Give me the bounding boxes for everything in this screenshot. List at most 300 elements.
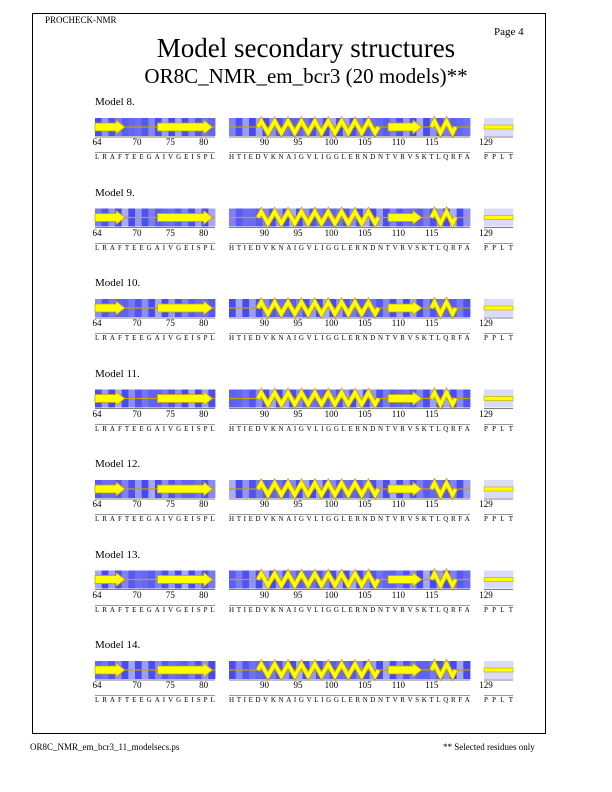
sequence-text (484, 695, 513, 704)
residue-letter: L (95, 334, 100, 342)
residue-letter: G (298, 424, 304, 433)
residue-letter: F (117, 424, 122, 433)
residue-letter: D (255, 515, 261, 523)
residue-letter: Q (443, 696, 449, 704)
residue-letter: P (203, 334, 208, 342)
residue-letter: F (458, 153, 463, 161)
residue-letter: K (421, 334, 427, 342)
residue-letter: Q (443, 515, 449, 523)
residue-letter: E (132, 334, 137, 342)
residue-letter: R (400, 243, 405, 252)
tick-label: 80 (199, 318, 209, 328)
tick-label: 64 (92, 499, 102, 509)
residue-letter: A (464, 605, 470, 614)
residue-letter: H (229, 605, 235, 614)
tick-label: 110 (391, 318, 405, 328)
residue-letter: P (484, 696, 488, 704)
residue-letter: A (286, 334, 292, 342)
residue-letter: R (450, 424, 456, 433)
tick-label: 95 (293, 408, 303, 419)
residue-letter: V (306, 424, 312, 433)
tick-label: 70 (132, 318, 142, 328)
residue-letter: G (176, 243, 182, 252)
residue-letter: H (229, 334, 235, 342)
tick-label: 80 (199, 137, 209, 147)
residue-letter: T (508, 334, 513, 342)
tick-label: 90 (259, 680, 269, 690)
residue-letter: I (243, 424, 246, 433)
residue-letter: V (263, 605, 269, 614)
residue-letter: N (278, 605, 284, 614)
residue-letter: A (286, 243, 292, 252)
residue-letter: A (464, 243, 470, 252)
page-title: Model secondary structures (156, 33, 456, 63)
residue-letter: G (326, 696, 332, 704)
tick-label: 70 (132, 589, 142, 600)
residue-letter: T (236, 515, 241, 523)
residue-letter: E (184, 605, 189, 614)
residue-letter: E (184, 243, 189, 252)
residue-letter: V (306, 153, 312, 161)
residue-letter: V (263, 424, 269, 433)
tick-label: 100 (324, 318, 339, 328)
residue-letter: G (326, 334, 332, 342)
sequence-text (95, 695, 215, 704)
residue-letter: V (306, 696, 312, 704)
residue-letter: L (436, 605, 441, 614)
residue-letter: H (229, 243, 235, 252)
residue-letter: E (139, 334, 144, 342)
residue-letter: V (392, 424, 398, 433)
tick-label: 100 (324, 137, 339, 147)
residue-letter: L (314, 515, 319, 523)
residue-letter: A (109, 696, 115, 704)
residue-letter: L (341, 696, 346, 704)
residue-letter: T (508, 243, 513, 252)
residue-letter: I (191, 696, 194, 704)
residue-letter: N (377, 696, 384, 704)
residue-letter: T (236, 153, 241, 161)
tick-label: 80 (199, 408, 209, 419)
residue-letter: T (429, 696, 434, 704)
residue-letter: T (508, 605, 513, 614)
residue-letter: E (132, 515, 137, 523)
tick-label: 105 (358, 227, 372, 238)
model-label: Model 12. (95, 458, 141, 470)
tick-label: 80 (199, 589, 209, 600)
residue-letter: L (500, 334, 505, 342)
model-label: Model 14. (95, 639, 141, 651)
residue-letter: L (341, 334, 346, 342)
residue-letter: A (109, 334, 115, 342)
residue-letter: I (191, 515, 194, 523)
residue-letter: T (429, 515, 434, 523)
residue-letter: A (109, 424, 115, 433)
tick-label: 100 (324, 680, 339, 690)
residue-letter: K (270, 243, 276, 252)
residue-letter: V (392, 515, 398, 523)
residue-letter: N (278, 515, 284, 523)
residue-letter: L (341, 605, 346, 614)
residue-letter: N (362, 515, 368, 523)
model-label: Model 11. (95, 367, 140, 380)
residue-letter: I (191, 243, 194, 252)
tick-label: 115 (425, 408, 439, 419)
residue-letter: R (102, 334, 107, 342)
residue-letter: D (370, 605, 376, 614)
residue-letter: N (278, 334, 284, 342)
residue-letter: E (248, 243, 253, 252)
residue-letter: L (95, 605, 100, 614)
residue-letter: I (162, 153, 166, 161)
tick-label: 75 (165, 318, 175, 328)
residue-letter: I (162, 696, 166, 704)
residue-letter: K (421, 424, 427, 433)
tick-label: 129 (479, 408, 493, 419)
tick-label: 129 (479, 499, 493, 509)
residue-letter: N (377, 605, 384, 614)
residue-letter: V (263, 696, 269, 704)
residue-letter: I (243, 334, 246, 342)
residue-letter: T (124, 243, 130, 252)
page-subtitle: OR8C_NMR_em_bcr3 (20 models)** (144, 64, 468, 88)
residue-letter: D (255, 243, 261, 252)
residue-letter: A (464, 515, 470, 523)
residue-letter: L (210, 424, 215, 433)
residue-letter: P (484, 153, 488, 161)
residue-letter: R (400, 696, 405, 704)
residue-letter: L (95, 424, 100, 433)
tick-label: 110 (391, 499, 405, 509)
residue-letter: I (293, 153, 297, 161)
program-label: PROCHECK-NMR (45, 15, 117, 25)
tick-label: 80 (199, 680, 209, 690)
residue-letter: G (146, 515, 152, 523)
residue-letter: T (124, 334, 130, 342)
residue-letter: S (415, 153, 420, 161)
residue-letter: S (196, 153, 201, 161)
residue-letter: S (415, 696, 420, 704)
residue-letter: E (348, 515, 353, 523)
model-label: Model 13. (95, 548, 141, 561)
residue-letter: D (370, 424, 376, 433)
residue-letter: P (492, 515, 497, 523)
residue-letter: R (355, 243, 360, 252)
residue-letter: T (385, 696, 390, 704)
residue-letter: V (407, 605, 413, 614)
residue-letter: E (248, 334, 253, 342)
residue-letter: Q (443, 424, 449, 433)
residue-letter: V (306, 334, 312, 342)
residue-letter: K (421, 153, 427, 161)
residue-letter: I (321, 243, 324, 252)
tick-label: 100 (324, 589, 339, 600)
residue-letter: R (355, 515, 360, 523)
residue-letter: L (500, 696, 505, 704)
residue-letter: A (286, 515, 292, 523)
residue-letter: G (298, 334, 304, 342)
residue-letter: T (385, 243, 390, 252)
residue-letter: I (321, 605, 324, 614)
tick-label: 80 (199, 227, 209, 238)
residue-letter: T (429, 424, 434, 433)
residue-letter: D (370, 696, 376, 704)
residue-letter: E (348, 605, 353, 614)
residue-letter: L (314, 424, 319, 433)
tick-label: 105 (358, 680, 372, 690)
residue-letter: D (370, 243, 376, 252)
residue-letter: G (333, 334, 339, 342)
residue-letter: P (203, 696, 208, 704)
residue-letter: E (248, 153, 253, 161)
residue-letter: N (278, 243, 284, 252)
residue-letter: V (168, 696, 174, 704)
residue-letter: L (210, 515, 215, 523)
residue-letter: P (492, 605, 497, 614)
residue-letter: E (184, 153, 189, 161)
residue-letter: F (458, 515, 463, 523)
model-label: Model 10. (95, 277, 141, 289)
residue-letter: A (154, 243, 160, 252)
tick-label: 75 (165, 227, 175, 238)
tick-label: 105 (358, 499, 372, 509)
residue-letter: G (176, 696, 182, 704)
residue-letter: T (385, 334, 390, 342)
residue-letter: T (124, 424, 130, 433)
tick-label: 100 (324, 408, 339, 419)
residue-letter: E (348, 334, 353, 342)
residue-letter: H (229, 696, 235, 704)
residue-letter: L (500, 424, 505, 433)
residue-letter: R (450, 515, 456, 523)
coil-bar (484, 668, 513, 672)
residue-letter: S (196, 605, 201, 614)
residue-letter: S (196, 696, 201, 704)
residue-letter: N (278, 424, 284, 433)
residue-letter: T (124, 515, 130, 523)
residue-letter: I (321, 515, 324, 523)
residue-letter: D (370, 153, 376, 161)
tick-label: 75 (165, 589, 175, 600)
residue-letter: V (407, 153, 413, 161)
residue-letter: T (429, 243, 434, 252)
residue-letter: P (492, 334, 497, 342)
residue-letter: L (95, 243, 100, 252)
residue-letter: I (321, 696, 324, 704)
residue-letter: A (109, 515, 115, 523)
residue-letter: V (392, 243, 398, 252)
residue-letter: K (421, 515, 427, 523)
tick-label: 100 (324, 227, 339, 238)
tick-label: 110 (391, 137, 405, 147)
residue-letter: N (377, 515, 384, 523)
tick-label: 64 (92, 589, 102, 600)
residue-letter: L (314, 243, 319, 252)
residue-letter: V (392, 605, 398, 614)
residue-letter: V (306, 515, 312, 523)
residue-letter: T (124, 605, 130, 614)
residue-letter: A (464, 334, 470, 342)
residue-letter: D (255, 153, 261, 161)
residue-letter: A (154, 515, 160, 523)
tick-label: 90 (259, 318, 269, 328)
residue-letter: G (146, 334, 152, 342)
residue-letter: G (176, 153, 182, 161)
residue-letter: T (236, 334, 241, 342)
residue-letter: P (203, 515, 208, 523)
residue-letter: V (407, 243, 413, 252)
residue-letter: I (243, 605, 246, 614)
residue-letter: G (298, 243, 304, 252)
tick-label: 80 (199, 499, 209, 509)
residue-letter: R (102, 243, 107, 252)
residue-letter: K (270, 696, 276, 704)
residue-letter: T (508, 696, 513, 704)
residue-letter: L (436, 153, 441, 161)
residue-letter: R (355, 334, 360, 342)
residue-letter: N (278, 696, 284, 704)
residue-letter: L (500, 153, 505, 161)
residue-letter: R (450, 243, 456, 252)
residue-letter: V (168, 243, 174, 252)
residue-letter: T (429, 334, 434, 342)
tick-label: 110 (391, 680, 405, 690)
residue-letter: R (102, 515, 107, 523)
residue-letter: G (326, 605, 332, 614)
residue-letter: E (139, 515, 144, 523)
residue-letter: V (392, 696, 398, 704)
residue-letter: K (270, 153, 276, 161)
residue-letter: P (203, 605, 208, 614)
tick-label: 129 (479, 680, 493, 690)
residue-letter: G (146, 243, 152, 252)
residue-letter: I (162, 424, 166, 433)
residue-letter: V (263, 153, 269, 161)
tick-label: 105 (358, 408, 372, 419)
residue-letter: F (458, 334, 463, 342)
residue-letter: L (210, 696, 215, 704)
residue-letter: N (362, 605, 368, 614)
tick-label: 90 (259, 499, 269, 509)
residue-letter: R (400, 424, 405, 433)
residue-letter: P (484, 424, 488, 433)
tick-label: 105 (358, 137, 372, 147)
residue-letter: G (298, 515, 304, 523)
residue-letter: F (458, 605, 463, 614)
residue-letter: A (286, 696, 292, 704)
residue-letter: F (458, 696, 463, 704)
residue-letter: L (314, 153, 319, 161)
residue-letter: L (314, 696, 319, 704)
tick-label: 64 (92, 137, 102, 147)
residue-letter: I (191, 334, 194, 342)
residue-letter: S (415, 334, 420, 342)
tick-label: 75 (165, 499, 175, 509)
residue-letter: V (407, 515, 413, 523)
residue-letter: E (132, 605, 137, 614)
tick-label: 95 (293, 680, 303, 690)
residue-letter: G (333, 696, 339, 704)
residue-letter: E (348, 243, 353, 252)
tick-label: 70 (132, 408, 142, 419)
residue-letter: R (355, 605, 360, 614)
tick-label: 95 (293, 589, 303, 600)
residue-letter: I (243, 515, 246, 523)
residue-letter: G (333, 515, 339, 523)
residue-letter: N (362, 153, 368, 161)
residue-letter: T (508, 515, 513, 523)
tick-label: 105 (358, 589, 372, 600)
tick-label: 110 (391, 589, 405, 600)
residue-letter: L (500, 243, 505, 252)
tick-label: 105 (358, 318, 372, 328)
residue-letter: G (326, 424, 332, 433)
residue-letter: A (109, 605, 115, 614)
tick-label: 75 (165, 137, 175, 147)
residue-letter: K (421, 243, 427, 252)
residue-letter: V (168, 605, 174, 614)
residue-letter: E (132, 243, 137, 252)
footer-filename: OR8C_NMR_em_bcr3_11_modelsecs.ps (30, 742, 180, 752)
residue-letter: V (392, 153, 398, 161)
tick-label: 75 (165, 408, 175, 419)
tick-label: 129 (479, 589, 493, 600)
residue-letter: Q (443, 605, 449, 614)
residue-letter: L (341, 515, 346, 523)
residue-letter: R (450, 334, 456, 342)
residue-letter: T (236, 696, 241, 704)
residue-letter: P (492, 243, 497, 252)
residue-letter: E (132, 696, 137, 704)
tick-label: 64 (92, 227, 102, 238)
residue-letter: N (377, 153, 384, 161)
residue-letter: A (464, 153, 470, 161)
residue-letter: V (168, 334, 174, 342)
tick-label: 110 (391, 227, 405, 238)
tick-label: 90 (259, 227, 269, 238)
residue-letter: L (210, 243, 215, 252)
residue-letter: I (293, 243, 297, 252)
residue-letter: G (146, 696, 152, 704)
model-label: Model 9. (95, 186, 135, 199)
residue-letter: F (458, 243, 463, 252)
residue-letter: N (377, 243, 384, 252)
tick-label: 70 (132, 680, 142, 690)
residue-letter: V (306, 243, 312, 252)
residue-letter: G (326, 515, 332, 523)
residue-letter: T (429, 605, 434, 614)
residue-letter: S (196, 515, 201, 523)
residue-letter: I (243, 243, 246, 252)
residue-letter: V (263, 515, 269, 523)
residue-letter: S (415, 424, 420, 433)
tick-label: 95 (293, 318, 303, 328)
tick-label: 95 (293, 137, 303, 147)
model-label: Model 8. (95, 96, 135, 108)
residue-letter: P (492, 424, 497, 433)
residue-letter: R (355, 424, 360, 433)
tick-label: 75 (165, 680, 175, 690)
residue-letter: G (176, 605, 182, 614)
tick-label: 70 (132, 137, 142, 147)
residue-letter: R (450, 605, 456, 614)
residue-letter: D (370, 515, 376, 523)
residue-letter: D (255, 334, 261, 342)
residue-letter: T (508, 153, 513, 161)
residue-letter: A (286, 153, 292, 161)
residue-letter: V (392, 334, 398, 342)
residue-letter: I (191, 605, 194, 614)
